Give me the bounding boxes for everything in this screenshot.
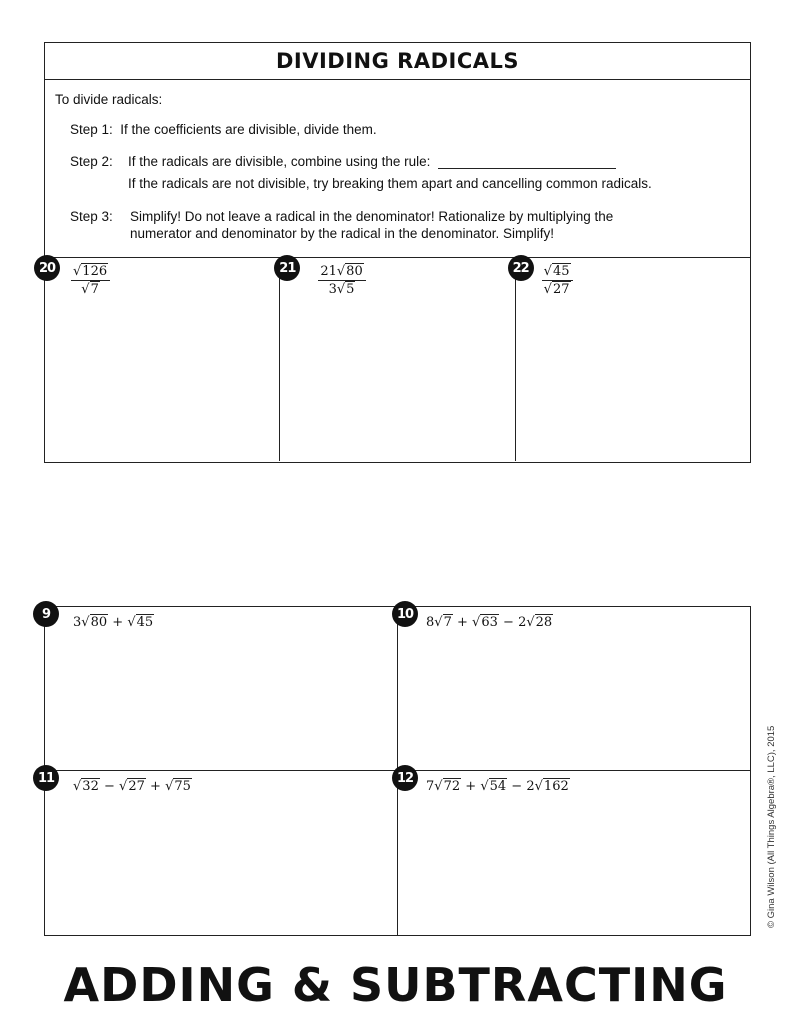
step-2: [70, 154, 616, 169]
step-2-line-2: If the radicals are not divisible, try breaking them apart and cancelling common radicals.: [128, 176, 652, 191]
step-1-label: Step 1:: [70, 122, 113, 137]
page-heading: ADDING & SUBTRACTING: [63, 958, 728, 1012]
section-title: DIVIDING RADICALS: [45, 43, 750, 80]
rule-blank: [438, 156, 616, 169]
step-2-label: Step 2:: [70, 154, 113, 169]
step-2-text: If the radicals are divisible, combine using the rule:: [128, 154, 431, 169]
instructions: [45, 80, 750, 258]
problem-number-badge: 11: [33, 765, 59, 791]
problem-cell[interactable]: [37, 770, 398, 935]
expression: √32 − √27 + √75: [73, 779, 191, 794]
problem-cell[interactable]: [398, 607, 750, 771]
problem-cell[interactable]: [398, 771, 750, 935]
problem-number-badge: 20: [34, 255, 60, 281]
fraction: $\frac{√45}{√27}$: [542, 264, 573, 297]
problem-cell[interactable]: [280, 258, 515, 461]
step-3-text: Simplify! Do not leave a radical in the denominator! Rationalize by multiplying the: [130, 209, 614, 224]
step-3: [70, 209, 613, 224]
step-1-text: If the coefficients are divisible, divide them.: [120, 122, 377, 137]
problem-number-badge: 10: [392, 601, 418, 627]
adding-subtracting-box: [37, 606, 751, 936]
instructions-intro: To divide radicals:: [55, 92, 163, 107]
fraction: $\frac{√126}{√7}$: [71, 264, 110, 297]
problem-cell[interactable]: [41, 606, 398, 771]
problem-cell[interactable]: [38, 258, 280, 461]
dividing-radicals-box: [38, 42, 751, 463]
expression: 3√80 + √45: [73, 615, 154, 630]
fraction: $\frac{21√80}{3√5}$: [318, 264, 365, 297]
step-1: [70, 122, 377, 137]
problem-number-badge: 12: [392, 765, 418, 791]
expression: 8√7 + √63 − 2√28: [426, 615, 553, 630]
problem-number-badge: 22: [508, 255, 534, 281]
step-3-label: Step 3:: [70, 209, 113, 224]
problem-cell[interactable]: [512, 258, 750, 461]
step-3-line-2: numerator and denominator by the radical in the denominator. Simplify!: [130, 226, 554, 241]
expression: 7√72 + √54 − 2√162: [426, 779, 569, 794]
copyright-notice: © Gina Wilson (All Things Algebra®, LLC), 2015: [766, 725, 777, 928]
problem-number-badge: 9: [33, 601, 59, 627]
dividing-problems: [38, 258, 750, 461]
problem-number-badge: 21: [274, 255, 300, 281]
